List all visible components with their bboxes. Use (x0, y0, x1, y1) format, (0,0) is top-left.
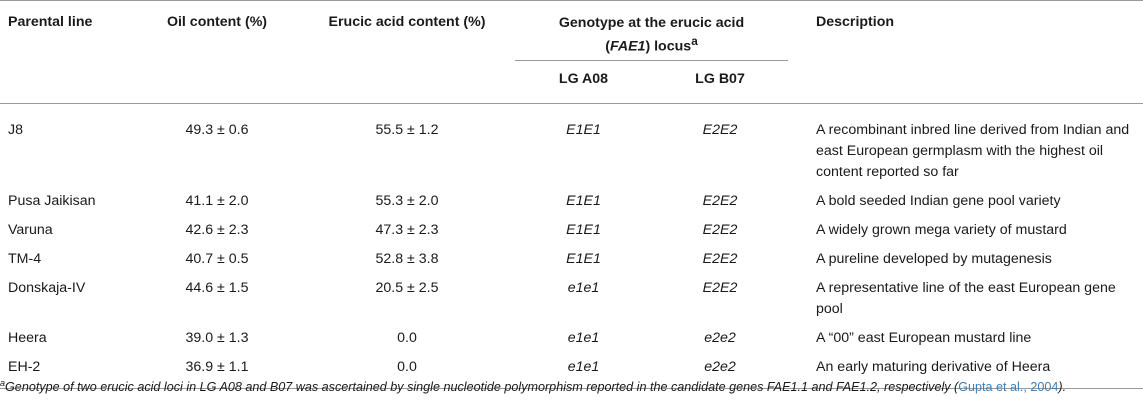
table-row (0, 241, 1143, 270)
footnote-marker-header: a (691, 34, 698, 48)
cell-line: TM-4 (8, 251, 42, 267)
cell-description: A “00” east European mustard line (816, 330, 1032, 346)
cell-a08: e1e1 (567, 359, 600, 375)
cell-b07: E2E2 (702, 122, 738, 138)
header-parental-line: Parental line (8, 14, 93, 30)
header-genotype: Genotype at the erucic acid (FAE1) locus$^a$ (515, 1, 788, 61)
cell-oil: 44.6 ± 1.5 (185, 280, 249, 296)
header-genotype-line1: Genotype at the erucic acid (558, 15, 745, 31)
header-oil-content: Oil content (%) (166, 14, 268, 30)
cell-erucic: 55.5 ± 1.2 (375, 122, 439, 138)
table-row (0, 270, 1143, 320)
cell-b07: E2E2 (702, 193, 738, 209)
cell-oil: 36.9 ± 1.1 (185, 359, 249, 375)
cell-erucic: 20.5 ± 2.5 (375, 280, 439, 296)
table-row (0, 320, 1143, 349)
citation-link[interactable]: Gupta et al., 2004 (958, 380, 1059, 395)
table-row (0, 104, 1143, 184)
cell-line: Pusa Jaikisan (8, 193, 96, 209)
cell-oil: 42.6 ± 2.3 (185, 222, 249, 238)
header-lg-a08: LG A08 (558, 71, 609, 87)
cell-erucic: 47.3 ± 2.3 (375, 222, 439, 238)
footnote-marker: a (0, 378, 6, 388)
cell-description: An early maturing derivative of Heera (816, 359, 1051, 375)
header-lg-b07: LG B07 (695, 71, 745, 87)
cell-line: Heera (8, 330, 47, 346)
cell-b07: e2e2 (704, 359, 736, 375)
cell-a08: e1e1 (567, 330, 600, 346)
cell-oil: 40.7 ± 0.5 (185, 251, 249, 267)
cell-line: Donskaja-IV (8, 280, 86, 296)
table-footnote (0, 374, 1135, 397)
header-erucic-content: Erucic acid content (%) (328, 14, 486, 30)
cell-description: A representative line of the east European gene pool (816, 280, 1116, 317)
cell-a08: E1E1 (566, 122, 601, 138)
cell-line: Varuna (8, 222, 53, 238)
cell-oil: 39.0 ± 1.3 (185, 330, 249, 346)
cell-b07: E2E2 (702, 280, 738, 296)
cell-a08: E1E1 (566, 251, 601, 267)
cell-erucic: 0.0 (397, 330, 417, 346)
cell-erucic: 0.0 (397, 359, 417, 375)
cell-a08: E1E1 (566, 222, 601, 238)
cell-b07: E2E2 (702, 222, 738, 238)
cell-description: A recombinant inbred line derived from Indian and east European germplasm with the highest oil content reported so far (816, 122, 1130, 180)
cell-erucic: 55.3 ± 2.0 (375, 193, 439, 209)
table-row (0, 183, 1143, 212)
cell-line: J8 (8, 122, 23, 138)
cell-b07: E2E2 (702, 251, 738, 267)
footnote-text: Genotype of two erucic acid loci in LG A08 and B07 was ascertained by single nucleotide polymorphism reported in the candidate genes FAE1.1 and FAE1.2, respectively ( (5, 380, 959, 395)
subheader-row (0, 61, 1143, 104)
table-row (0, 212, 1143, 241)
cell-description: A bold seeded Indian gene pool variety (816, 193, 1061, 209)
cell-description: A widely grown mega variety of mustard (816, 222, 1067, 238)
cell-erucic: 52.8 ± 3.8 (375, 251, 439, 267)
cell-a08: E1E1 (566, 193, 601, 209)
header-row (0, 1, 1143, 61)
header-genotype-gene: FAE1 (609, 38, 646, 55)
cell-line: EH-2 (8, 359, 41, 375)
header-description: Description (816, 14, 895, 30)
cell-b07: e2e2 (704, 330, 736, 346)
footnote-close: ). (1058, 380, 1067, 395)
cell-oil: 49.3 ± 0.6 (185, 122, 249, 138)
cell-oil: 41.1 ± 2.0 (185, 193, 249, 209)
cell-a08: e1e1 (567, 280, 600, 296)
cell-description: A pureline developed by mutagenesis (816, 251, 1052, 267)
